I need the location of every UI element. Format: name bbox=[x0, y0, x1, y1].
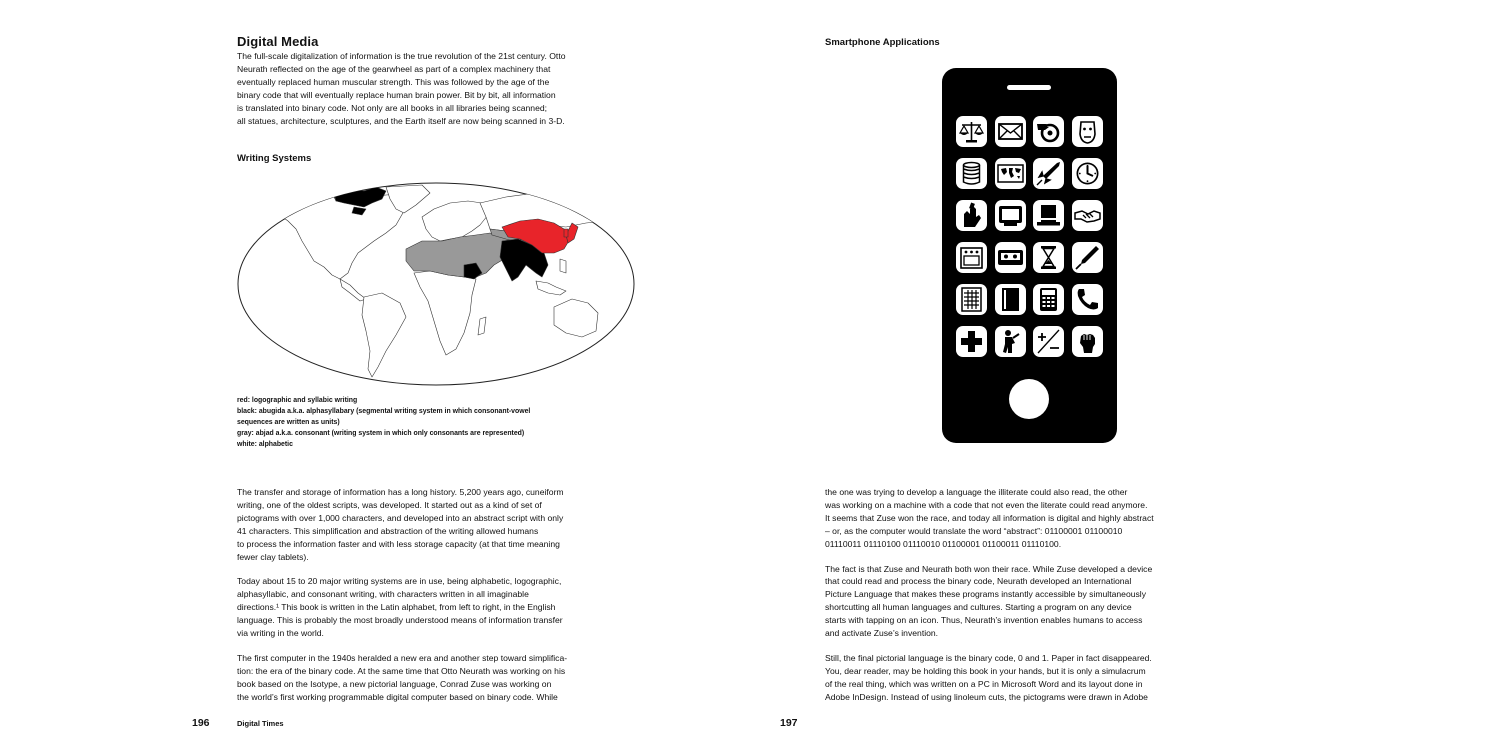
text-line: language. This is probably the most broadly understood means of information transfer bbox=[237, 615, 563, 626]
section-title-smartphone: Smartphone Applications bbox=[825, 37, 940, 48]
intro-line: all statues, architecture, sculptures, and the Earth itself are now being scanned in 3-D. bbox=[237, 115, 565, 126]
speaker-slot bbox=[1007, 85, 1051, 90]
text-line: The transfer and storage of information has a long history. 5,200 years ago, cuneiform bbox=[237, 487, 564, 497]
map-legend bbox=[237, 395, 597, 450]
text-line: pictograms with over 1,000 characters, and developed into an abstract script with only bbox=[237, 512, 564, 523]
clock-icon bbox=[1072, 158, 1103, 189]
raised-fist-icon bbox=[1072, 326, 1103, 357]
text-line: 41 characters. This simplification and abstraction of the writing allowed humans bbox=[237, 525, 539, 536]
world-map bbox=[236, 181, 636, 387]
text-line: tion: the era of the binary code. At the same time that Otto Neurath was working on his bbox=[237, 665, 566, 676]
text-line: shortcutting all human languages and cultures. Starting a program on any device bbox=[825, 602, 1132, 613]
plus-icon bbox=[956, 326, 987, 357]
intro-line: The full-scale digitalization of information is the true revolution of the 21st century. Otto bbox=[237, 51, 566, 61]
text-line: Today about 15 to 20 major writing systems are in use, being alphabetic, logographic, bbox=[237, 576, 562, 587]
paragraph bbox=[237, 575, 617, 640]
left-body-text bbox=[237, 486, 617, 716]
smartphone-illustration bbox=[942, 68, 1117, 443]
telephone-handset-icon bbox=[1072, 284, 1103, 315]
legend-line: red: logographic and syllabic writing bbox=[237, 397, 358, 404]
top-hat-icon bbox=[1033, 200, 1064, 231]
text-line: of the real thing, which was written on a PC in Microsoft Word and its layout done in bbox=[825, 678, 1143, 689]
plus-minus-icon bbox=[1033, 326, 1064, 357]
paragraph bbox=[825, 563, 1205, 640]
running-title: Digital Times bbox=[237, 719, 284, 728]
calculator-icon bbox=[956, 284, 987, 315]
right-body-text bbox=[825, 486, 1205, 716]
intro-line: Neurath reflected on the age of the gearwheel as part of a complex machinery that bbox=[237, 63, 551, 74]
text-line: writing, one of the oldest scripts, was developed. It started out as a kind of set of bbox=[237, 499, 542, 510]
pen-nib-icon bbox=[1072, 242, 1103, 273]
paragraph bbox=[825, 486, 1205, 551]
paragraph bbox=[825, 652, 1205, 704]
intro-line: is translated into binary code. Not only are all books in all libraries being scanned; bbox=[237, 102, 548, 113]
page-number-right: 197 bbox=[780, 717, 798, 729]
television-icon bbox=[995, 200, 1026, 231]
text-line: fewer clay tablets). bbox=[237, 551, 309, 562]
rocket-icon bbox=[1033, 158, 1064, 189]
text-line: was working on a machine with a code that not even the literate could read anymore. bbox=[825, 499, 1148, 510]
text-line: the world’s first working programmable digital computer based on binary code. While bbox=[237, 691, 558, 702]
text-line: You, dear reader, may be holding this book in your hands, but it is only a simulacrum bbox=[825, 665, 1146, 676]
section-title-writing-systems: Writing Systems bbox=[237, 153, 312, 164]
figure-icon bbox=[995, 326, 1026, 357]
new-zealand bbox=[606, 335, 614, 349]
text-line: 01110011 01110100 01110010 01100001 01100011 01110100. bbox=[825, 538, 1062, 549]
philippines bbox=[560, 259, 566, 273]
text-line: The fact is that Zuse and Neurath both won their race. While Zuse developed a device bbox=[825, 563, 1153, 574]
text-line: directions.¹ This book is written in the Latin alphabet, from left to right, in the English bbox=[237, 602, 556, 613]
text-line: alphasyllabic, and consonant writing, with characters written in all imaginable bbox=[237, 589, 529, 600]
winged-wheel-icon bbox=[1033, 116, 1064, 147]
handshake-icon bbox=[1072, 200, 1103, 231]
envelope-icon bbox=[995, 116, 1026, 147]
text-line: book based on the Isotype, a new pictorial language, Conrad Zuse was working on bbox=[237, 678, 552, 689]
paragraph bbox=[237, 652, 617, 704]
text-line: the one was trying to develop a language the illiterate could also read, the other bbox=[825, 487, 1128, 497]
world-map-icon bbox=[995, 158, 1026, 189]
coin-stack-icon bbox=[956, 158, 987, 189]
text-line: that could read and process the binary code, Neurath developed an International bbox=[825, 576, 1132, 587]
page-number-left: 196 bbox=[192, 717, 210, 729]
text-line: – or, as the computer would translate the word “abstract”: 01100001 01100010 bbox=[825, 525, 1123, 536]
hourglass-icon bbox=[1033, 242, 1064, 273]
legend-line: black: abugida a.k.a. alphasyllabary (segmental writing system in which consonant-vowel bbox=[237, 408, 531, 415]
scales-icon bbox=[956, 116, 987, 147]
page-title: Digital Media bbox=[237, 34, 319, 49]
text-line: and activate Zuse’s invention. bbox=[825, 628, 939, 639]
text-line: Adobe InDesign. Instead of using linoleum cuts, the pictograms were drawn in Adobe bbox=[825, 691, 1148, 702]
korea-logographic bbox=[564, 229, 568, 237]
text-line: It seems that Zuse won the race, and today all information is digital and highly abstract bbox=[825, 512, 1154, 523]
stove-icon bbox=[956, 242, 987, 273]
text-line: to process the information faster and with less storage capacity (at that time meaning bbox=[237, 538, 560, 549]
cassette-icon bbox=[995, 242, 1026, 273]
text-line: Picture Language that makes these programs instantly accessible by simultaneously bbox=[825, 589, 1147, 600]
legend-line: gray: abjad a.k.a. consonant (writing system in which only consonants are represented) bbox=[237, 430, 525, 437]
paragraph bbox=[237, 486, 617, 563]
text-line: starts with tapping on an icon. Thus, Neurath’s invention enables humans to access bbox=[825, 615, 1143, 626]
text-line: via writing in the world. bbox=[237, 628, 324, 639]
intro-line: binary code that will eventually replace human brain power. Bit by bit, all information bbox=[237, 89, 556, 100]
face-icon bbox=[1072, 116, 1103, 147]
legend-line: white: alphabetic bbox=[237, 441, 293, 448]
text-line: Still, the final pictorial language is the binary code, 0 and 1. Paper in fact disappeared. bbox=[825, 652, 1152, 663]
book-icon bbox=[995, 284, 1026, 315]
intro-line: eventually replaced human muscular strength. This was followed by the age of the bbox=[237, 76, 550, 87]
hand-writing-icon bbox=[956, 200, 987, 231]
legend-line: sequences are written as units) bbox=[237, 419, 340, 426]
intro-text bbox=[237, 50, 597, 127]
home-button bbox=[1009, 379, 1049, 419]
text-line: The first computer in the 1940s heralded a new era and another step toward simplifica- bbox=[237, 652, 568, 663]
phone-keypad-icon bbox=[1033, 284, 1064, 315]
